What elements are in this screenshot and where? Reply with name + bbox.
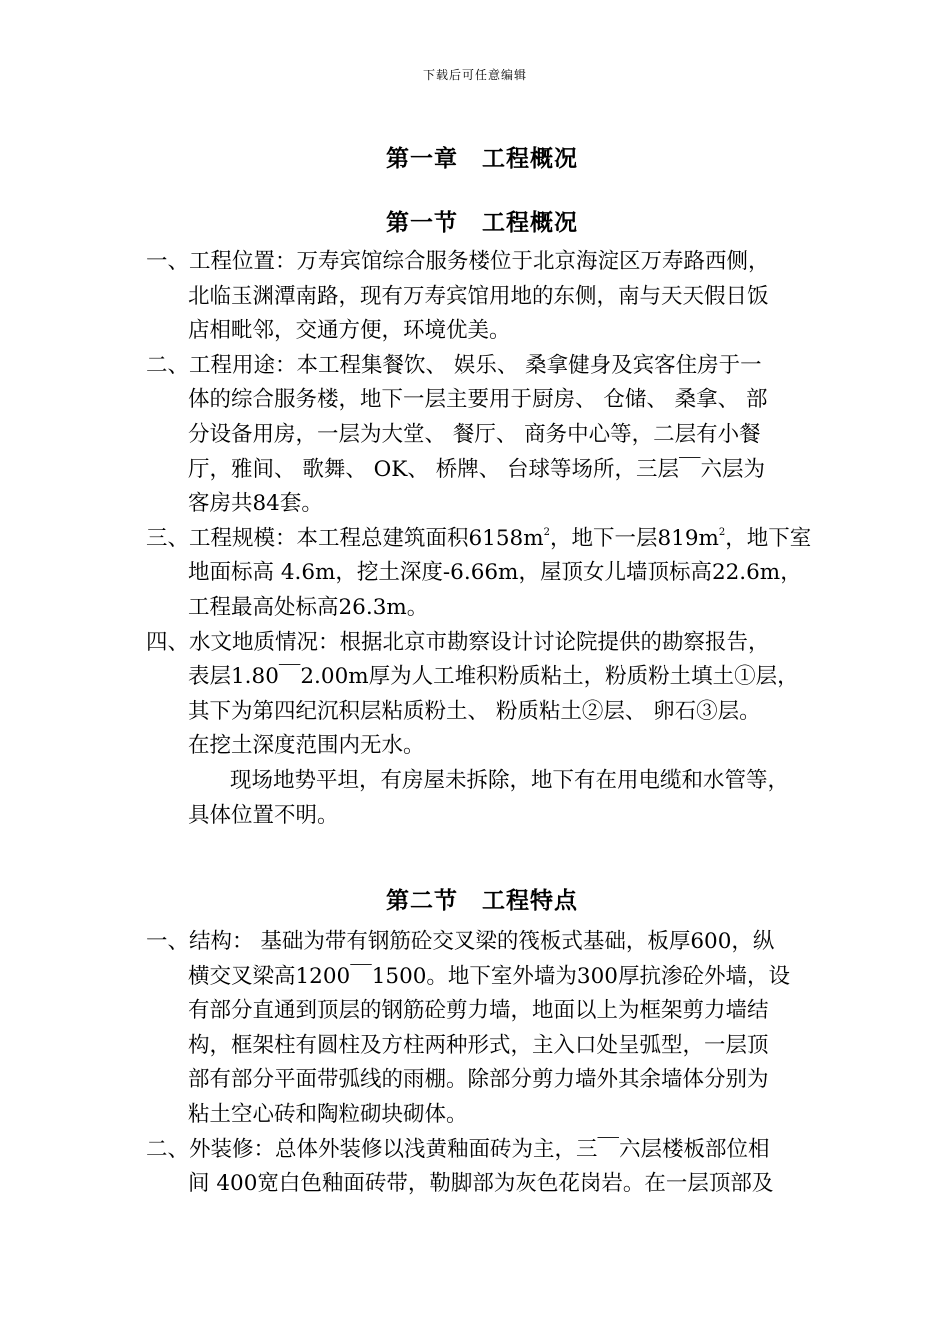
s1-item3-line: 地面标高 4.6m，挖土深度-6.66m，屋顶女儿墙顶标高22.6m， (188, 560, 802, 586)
s2-item1-line: 构，框架柱有圆柱及方柱两种形式，主入口处呈弧型，一层顶 (188, 1032, 769, 1058)
section-2-body (146, 925, 822, 1202)
s1-item3-line (146, 522, 822, 557)
s1-item2-line: 客房共84套。 (188, 491, 323, 517)
s2-item1-line: 横交叉梁高1200￣1500。地下室外墙为300厚抗渗砼外墙，设 (188, 963, 790, 989)
s1-item2-line: 分设备用房，一层为大堂、 餐厅、 商务中心等，二层有小餐 (188, 421, 761, 447)
s1-item3-line: 工程最高处标高26.3m。 (188, 594, 429, 620)
s2-item2-line: 间 400宽白色釉面砖带，勒脚部为灰色花岗岩。在一层顶部及 (188, 1171, 774, 1197)
section-1-number: 第一节 (386, 210, 458, 236)
s2-item1-line: 有部分直通到顶层的钢筋砼剪力墙，地面以上为框架剪力墙结 (188, 998, 769, 1024)
s1-item3-part-a: 三、工程规模：本工程总建筑面积6158m (146, 525, 544, 551)
chapter-name: 工程概况 (482, 146, 578, 172)
header-note: 下载后可任意编辑 (422, 68, 527, 82)
section-1-name: 工程概况 (482, 210, 578, 236)
s1-item2-line: 二、工程用途：本工程集餐饮、 娱乐、 桑拿健身及宾客住房于一 (146, 352, 762, 378)
s1-item3-part-c: ，地下室 (725, 525, 812, 551)
section-2-title (0, 882, 950, 915)
chapter-number: 第一章 (386, 146, 458, 172)
s1-paragraph-line: 具体位置不明。 (188, 802, 339, 828)
s1-item2-line: 厅，雅间、 歌舞、 OK、 桥牌、 台球等场所，三层￣六层为 (188, 456, 766, 482)
s1-item4-line: 四、水文地质情况：根据北京市勘察设计讨论院提供的勘察报告， (146, 629, 770, 655)
s1-item3-part-b: ，地下一层819m (549, 525, 719, 551)
s1-paragraph-line: 现场地势平坦，有房屋未拆除，地下有在用电缆和水管等， (230, 767, 790, 793)
s1-item2-line: 体的综合服务楼，地下一层主要用于厨房、 仓储、 桑拿、 部 (188, 387, 768, 413)
s1-item4-line: 其下为第四纪沉积层粘质粉土、 粉质粘土②层、 卵石③层。 (188, 698, 761, 724)
section-2-name: 工程特点 (482, 888, 578, 914)
s1-item1-line: 北临玉渊潭南路，现有万寿宾馆用地的东侧，南与天天假日饭 (188, 283, 769, 309)
section-1-title (0, 204, 950, 237)
chapter-title (0, 140, 950, 173)
s2-item1-line: 一、结构： 基础为带有钢筋砼交叉梁的筏板式基础，板厚600，纵 (146, 929, 775, 954)
superscript-2: 2 (718, 526, 726, 538)
s1-item1-line: 店相毗邻，交通方便，环境优美。 (188, 318, 511, 344)
s2-item2-line: 二、外装修：总体外装修以浅黄釉面砖为主，三￣六层楼板部位相 (146, 1136, 770, 1162)
s1-item1-line: 一、工程位置：万寿宾馆综合服务楼位于北京海淀区万寿路西侧， (146, 249, 770, 274)
s1-item4-line: 表层1.80￣2.00m厚为人工堆积粉质粘土，粉质粉土填土①层， (188, 664, 799, 690)
superscript-2: 2 (543, 526, 550, 538)
s1-item4-line: 在挖土深度范围内无水。 (188, 733, 425, 759)
section-2-number: 第二节 (386, 888, 458, 914)
s2-item1-line: 部有部分平面带弧线的雨棚。除部分剪力墙外其余墙体分别为 (188, 1067, 769, 1093)
section-1-body (146, 245, 822, 833)
s2-item1-line: 粘土空心砖和陶粒砌块砌体。 (188, 1101, 468, 1127)
